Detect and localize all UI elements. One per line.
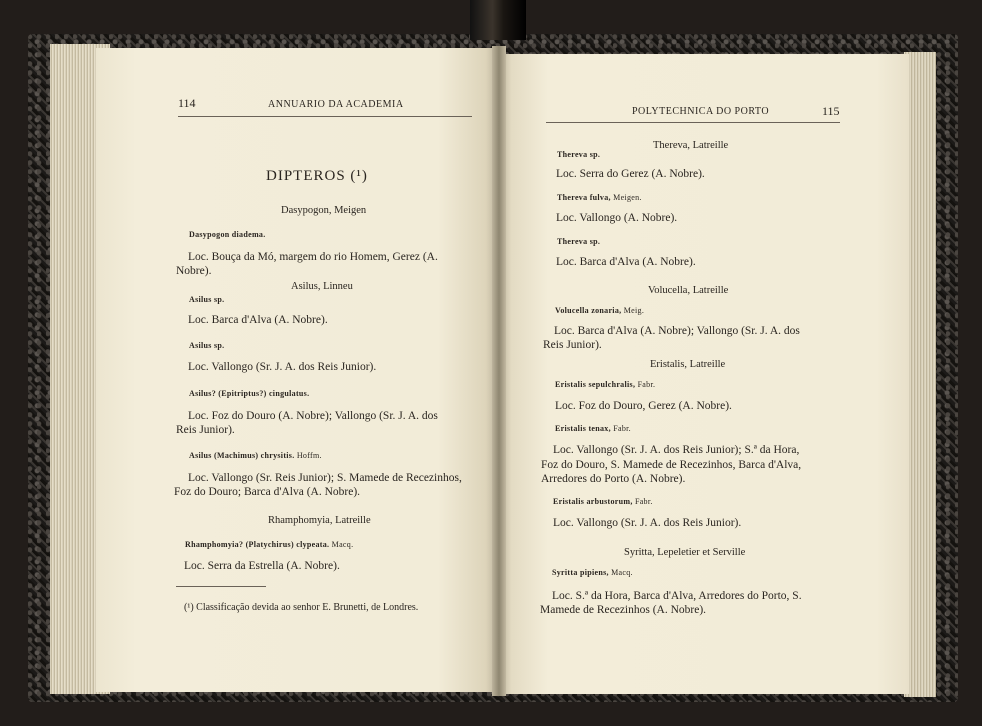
- right-page-number: 115: [822, 104, 840, 118]
- genus-heading: Dasypogon, Meigen: [281, 205, 367, 216]
- locality-line: Mamede de Recezinhos (A. Nobre).: [540, 604, 707, 616]
- genus-heading: Eristalis, Latreille: [650, 359, 726, 370]
- locality-line: Loc. Vallongo (A. Nobre).: [556, 212, 678, 224]
- species-name: Syritta pipiens, Macq.: [552, 568, 633, 577]
- locality-line: Loc. Serra da Estrella (A. Nobre).: [184, 560, 340, 572]
- book-gutter: [492, 46, 506, 696]
- locality-line: Loc. Foz do Douro, Gerez (A. Nobre).: [555, 400, 732, 412]
- genus-heading: Asilus, Linneu: [291, 281, 353, 292]
- species-name: Asilus sp.: [189, 341, 225, 350]
- left-running-head: ANNUARIO DA ACADEMIA: [268, 99, 404, 110]
- species-name: Eristalis tenax, Fabr.: [555, 424, 631, 433]
- locality-line: Loc. Bouça da Mó, margem do rio Homem, Gerez (A.: [188, 251, 438, 263]
- species-name: Asilus (Machimus) chrysitis. Hoffm.: [189, 451, 322, 460]
- footnote-rule: [176, 586, 266, 587]
- species-name: Thereva sp.: [557, 237, 601, 246]
- page-title: DIPTEROS (¹): [266, 168, 368, 184]
- locality-line: Loc. Barca d'Alva (A. Nobre).: [188, 314, 328, 326]
- genus-heading: Syritta, Lepeletier et Serville: [624, 547, 746, 558]
- species-name: Thereva sp.: [557, 150, 601, 159]
- left-page-number: 114: [178, 96, 196, 110]
- species-name: Asilus sp.: [189, 295, 225, 304]
- locality-line: Reis Junior).: [176, 424, 235, 436]
- locality-line: Loc. Vallongo (Sr. Reis Junior); S. Mamede de Recezinhos,: [188, 472, 462, 484]
- locality-line: Loc. Vallongo (Sr. J. A. dos Reis Junior).: [553, 517, 742, 529]
- genus-heading: Rhamphomyia, Latreille: [268, 515, 371, 526]
- locality-line: Reis Junior).: [543, 339, 602, 351]
- species-name: Asilus? (Epitriptus?) cingulatus.: [189, 389, 310, 398]
- genus-heading: Thereva, Latreille: [653, 140, 729, 151]
- locality-line: Arredores do Porto (A. Nobre).: [541, 473, 686, 485]
- left-header-rule: [178, 116, 472, 117]
- species-name: Eristalis sepulchralis, Fabr.: [555, 380, 656, 389]
- footnote: (¹) Classificação devida ao senhor E. Brunetti, de Londres.: [184, 602, 419, 613]
- locality-line: Loc. Foz do Douro (A. Nobre); Vallongo (Sr. J. A. dos: [188, 410, 438, 422]
- locality-line: Loc. Serra do Gerez (A. Nobre).: [556, 168, 705, 180]
- locality-line: Foz do Douro, S. Mamede de Recezinhos, Barca d'Alva,: [541, 459, 802, 471]
- right-header-rule: [546, 122, 840, 123]
- locality-line: Loc. Vallongo (Sr. J. A. dos Reis Junior).: [188, 361, 377, 373]
- locality-line: Foz do Douro; Barca d'Alva (A. Nobre).: [174, 486, 361, 498]
- locality-line: Loc. S.ª da Hora, Barca d'Alva, Arredores do Porto, S.: [552, 590, 802, 602]
- book-spine: [470, 0, 526, 40]
- species-name: Volucella zonaria, Meig.: [555, 306, 645, 315]
- right-running-head: POLYTECHNICA DO PORTO: [632, 106, 770, 117]
- species-name: Eristalis arbustorum, Fabr.: [553, 497, 653, 506]
- species-name: Rhamphomyia? (Platychirus) clypeata. Macq.: [185, 540, 354, 549]
- locality-line: Nobre).: [176, 265, 212, 277]
- locality-line: Loc. Barca d'Alva (A. Nobre).: [556, 256, 696, 268]
- locality-line: Loc. Barca d'Alva (A. Nobre); Vallongo (Sr. J. A. dos: [554, 325, 800, 337]
- locality-line: Loc. Vallongo (Sr. J. A. dos Reis Junior); S.ª da Hora,: [553, 444, 800, 456]
- species-name: Thereva fulva, Meigen.: [557, 193, 642, 202]
- genus-heading: Volucella, Latreille: [648, 285, 729, 296]
- species-name: Dasypogon diadema.: [189, 230, 266, 239]
